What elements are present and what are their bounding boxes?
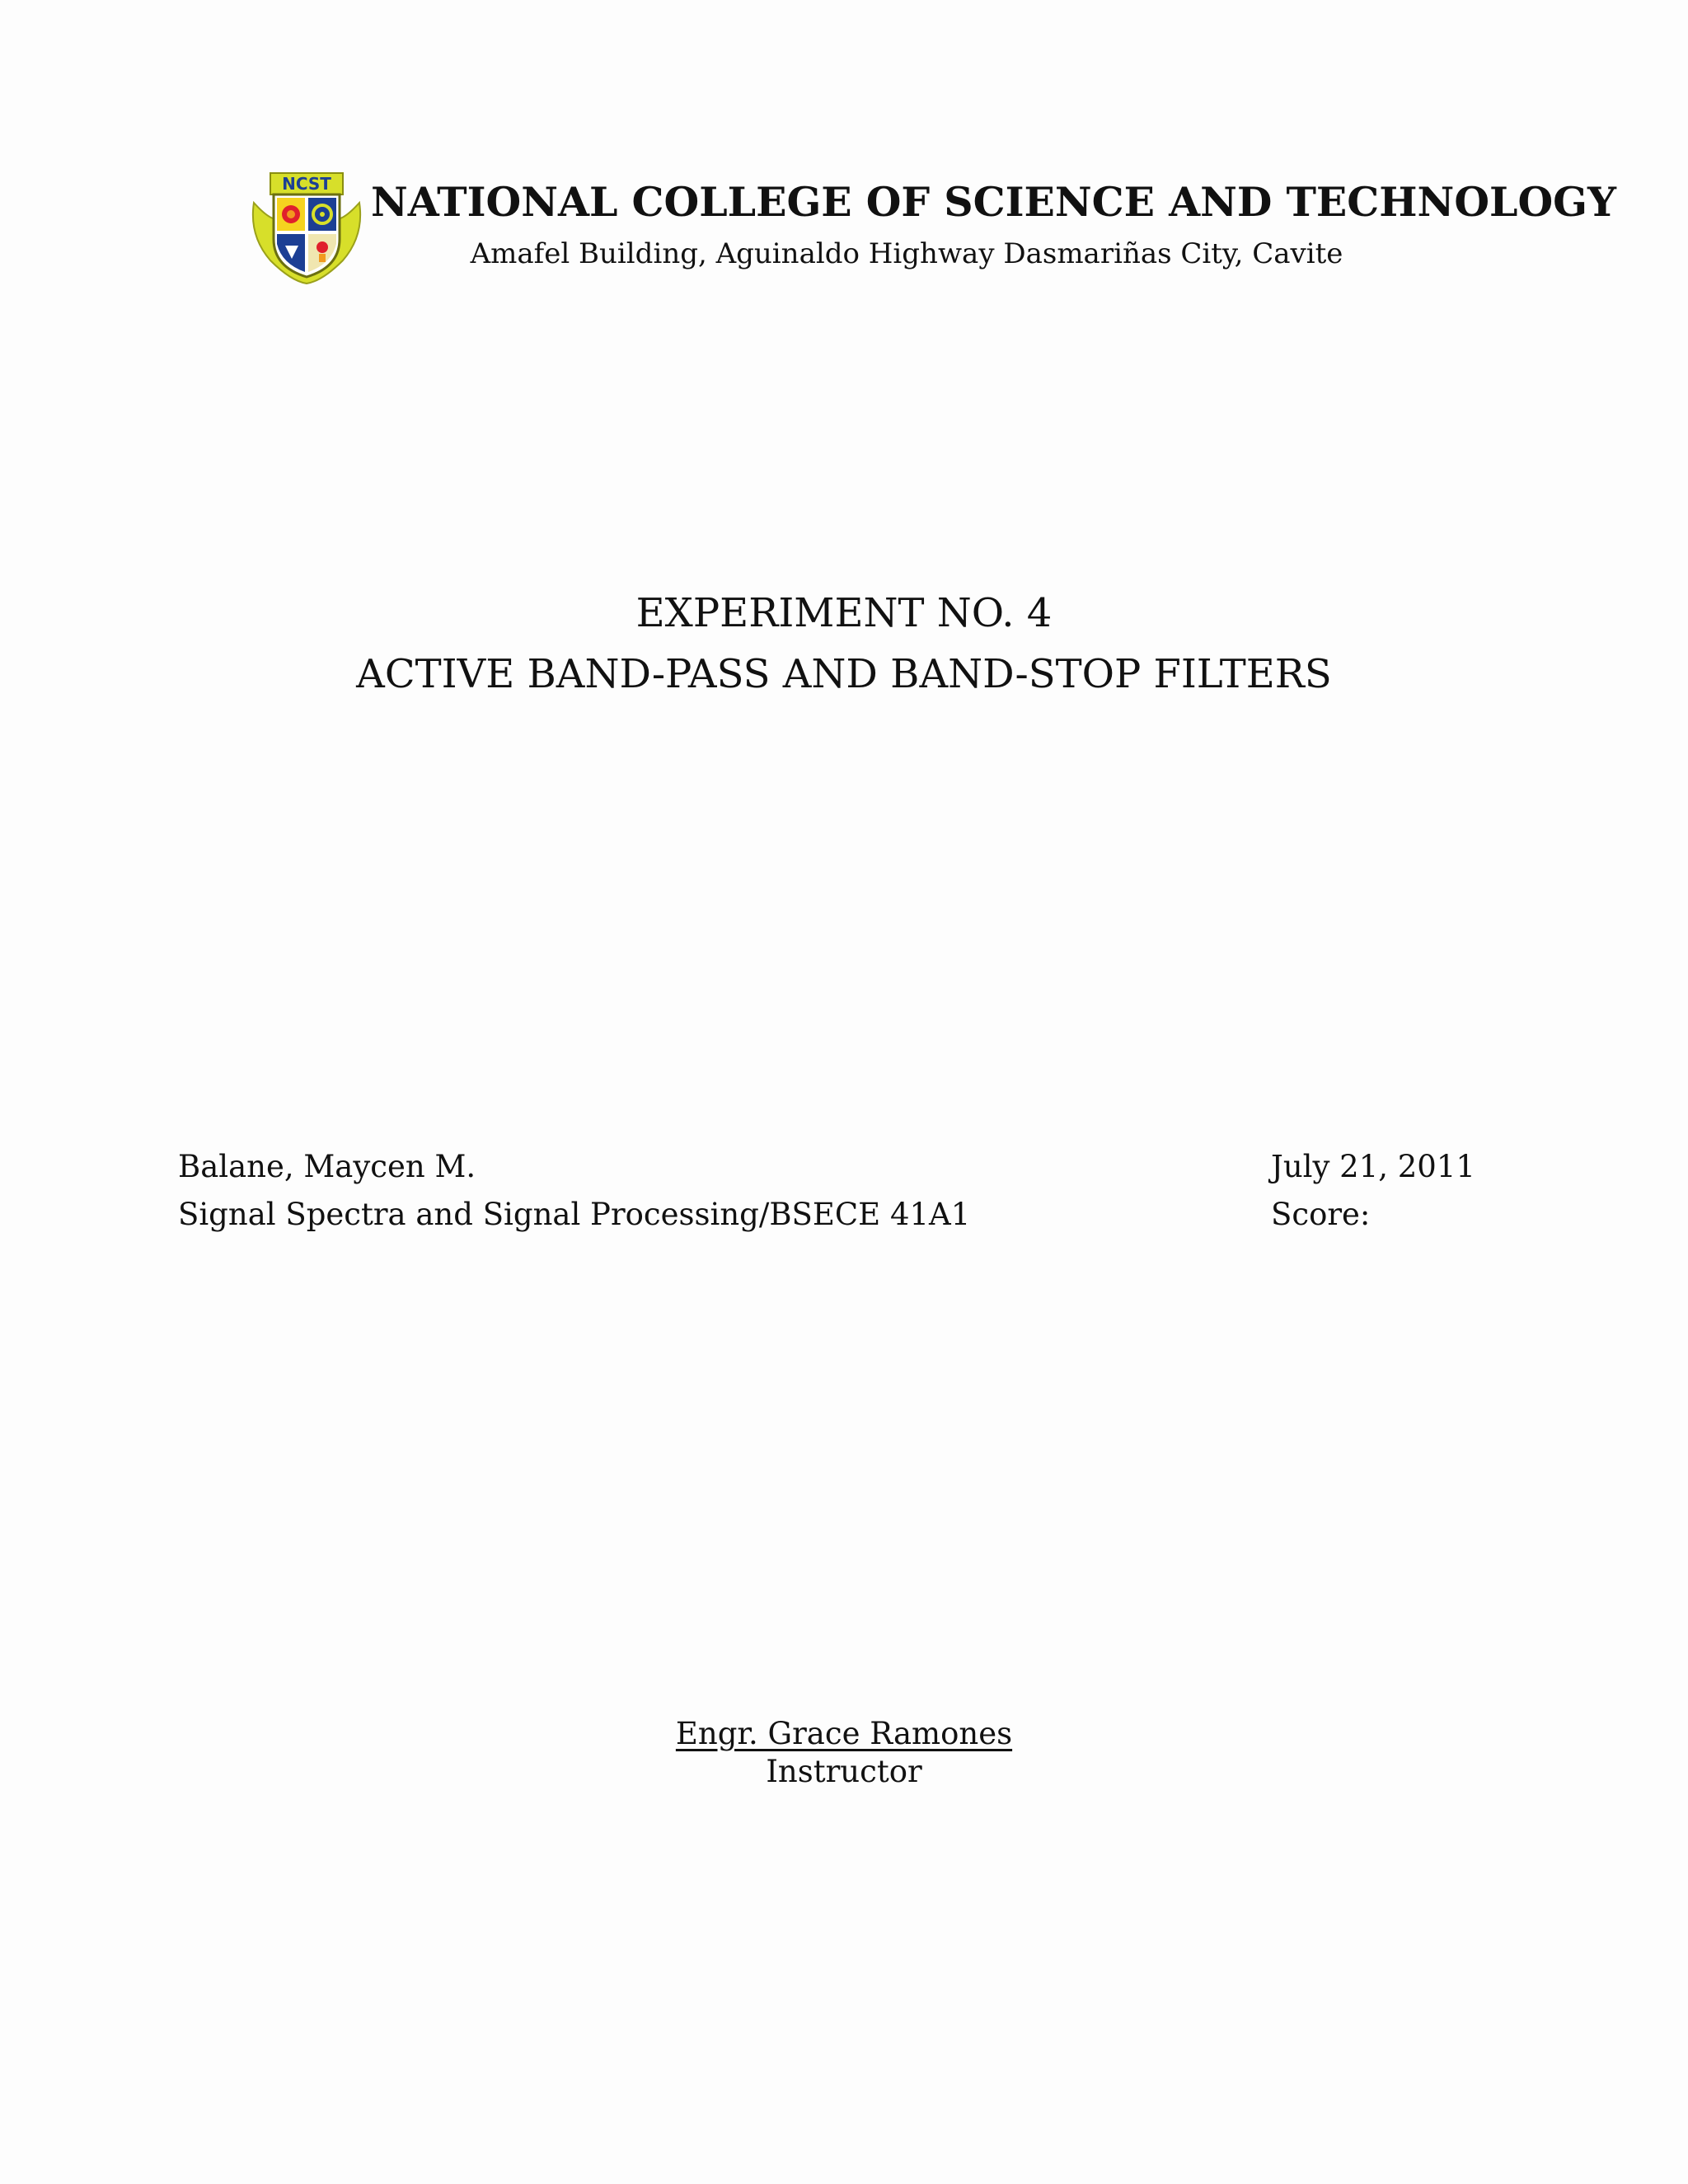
- svg-text:NCST: NCST: [282, 174, 331, 194]
- student-name: Balane, Maycen M.: [178, 1149, 476, 1184]
- college-name: NATIONAL COLLEGE OF SCIENCE AND TECHNOLOGY: [371, 178, 1616, 226]
- score-label: Score:: [1271, 1197, 1371, 1232]
- experiment-number: EXPERIMENT NO. 4: [635, 590, 1053, 636]
- college-address: Amafel Building, Aguinaldo Highway Dasmariñas City, Cavite: [470, 237, 1343, 270]
- college-seal-logo: [246, 170, 368, 285]
- document-header: [239, 165, 1616, 288]
- submission-date: July 21, 2011: [1271, 1149, 1475, 1184]
- experiment-title: ACTIVE BAND-PASS AND BAND-STOP FILTERS: [356, 651, 1332, 697]
- instructor-name: [0, 1716, 1688, 1751]
- course-section: Signal Spectra and Signal Processing/BSECE 41A1: [178, 1197, 971, 1232]
- instructor-role: Instructor: [766, 1754, 922, 1789]
- instructor-name-text: Engr. Grace Ramones: [675, 1716, 1013, 1751]
